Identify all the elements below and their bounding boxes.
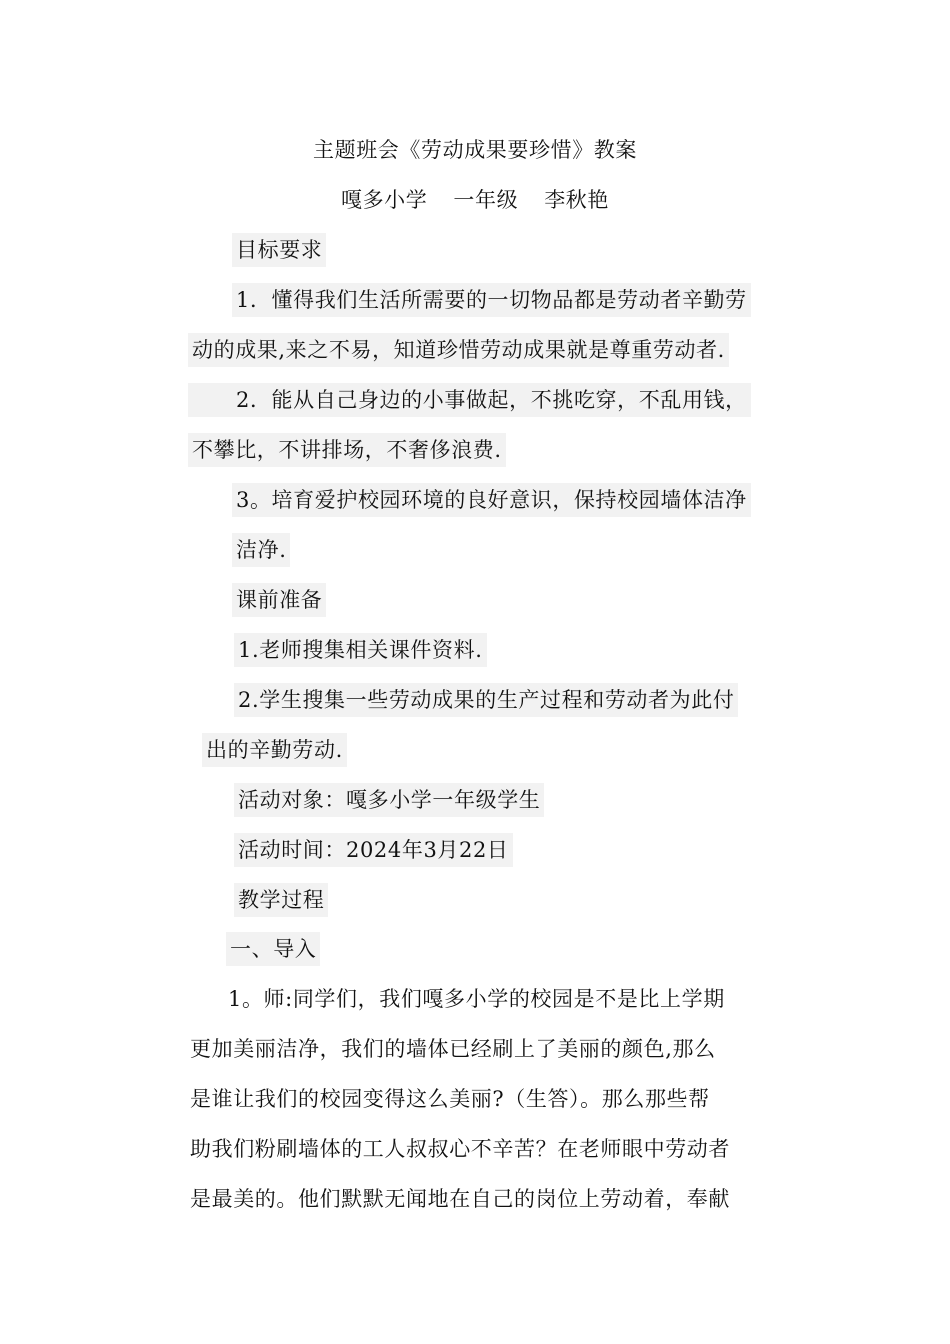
goal-2-line-2: 不攀比，不讲排场，不奢侈浪费. (188, 433, 506, 467)
paragraph-1-line-2: 更加美丽洁净，我们的墙体已经刷上了美丽的颜色,那么 (190, 1037, 716, 1061)
prep-item-2-line-2: 出的辛勤劳动. (202, 733, 347, 767)
goal-1-line-2: 动的成果,来之不易，知道珍惜劳动成果就是尊重劳动者. (188, 333, 729, 367)
prep-heading: 课前准备 (232, 583, 326, 617)
document-byline (0, 183, 950, 217)
goal-1-line-1: 1．懂得我们生活所需要的一切物品都是劳动者辛勤劳 (232, 283, 751, 317)
prep-item-2-line-1: 2.学生搜集一些劳动成果的生产过程和劳动者为此付 (234, 683, 738, 717)
activity-time: 活动时间：2024年3月22日 (234, 833, 513, 867)
part-1-heading: 一、导入 (226, 932, 320, 966)
goal-2-line-1: 2．能从自己身边的小事做起，不挑吃穿，不乱用钱， (188, 383, 751, 417)
goal-3-line-1: 3。培育爱护校园环境的良好意识，保持校园墙体洁净 (232, 483, 751, 517)
process-heading: 教学过程 (234, 883, 328, 917)
prep-item-1: 1.老师搜集相关课件资料. (234, 633, 487, 667)
byline-teacher: 李秋艳 (544, 188, 610, 212)
paragraph-1-line-1: 1。师:同学们，我们嘎多小学的校园是不是比上学期 (228, 987, 725, 1011)
goal-3-line-2: 洁净. (232, 533, 290, 567)
byline-school: 嘎多小学 (340, 188, 428, 212)
paragraph-1-line-3: 是谁让我们的校园变得这么美丽?（生答）。那么那些帮 (190, 1087, 710, 1111)
paragraph-1-line-4: 助我们粉刷墙体的工人叔叔心不辛苦？在老师眼中劳动者 (190, 1137, 730, 1161)
paragraph-1-line-5: 是最美的。他们默默无闻地在自己的岗位上劳动着，奉献 (190, 1187, 730, 1211)
document-title: 主题班会《劳动成果要珍惜》教案 (313, 138, 637, 162)
byline-grade: 一年级 (453, 188, 519, 212)
activity-audience: 活动对象：嘎多小学一年级学生 (234, 783, 544, 817)
goals-heading: 目标要求 (232, 233, 326, 267)
